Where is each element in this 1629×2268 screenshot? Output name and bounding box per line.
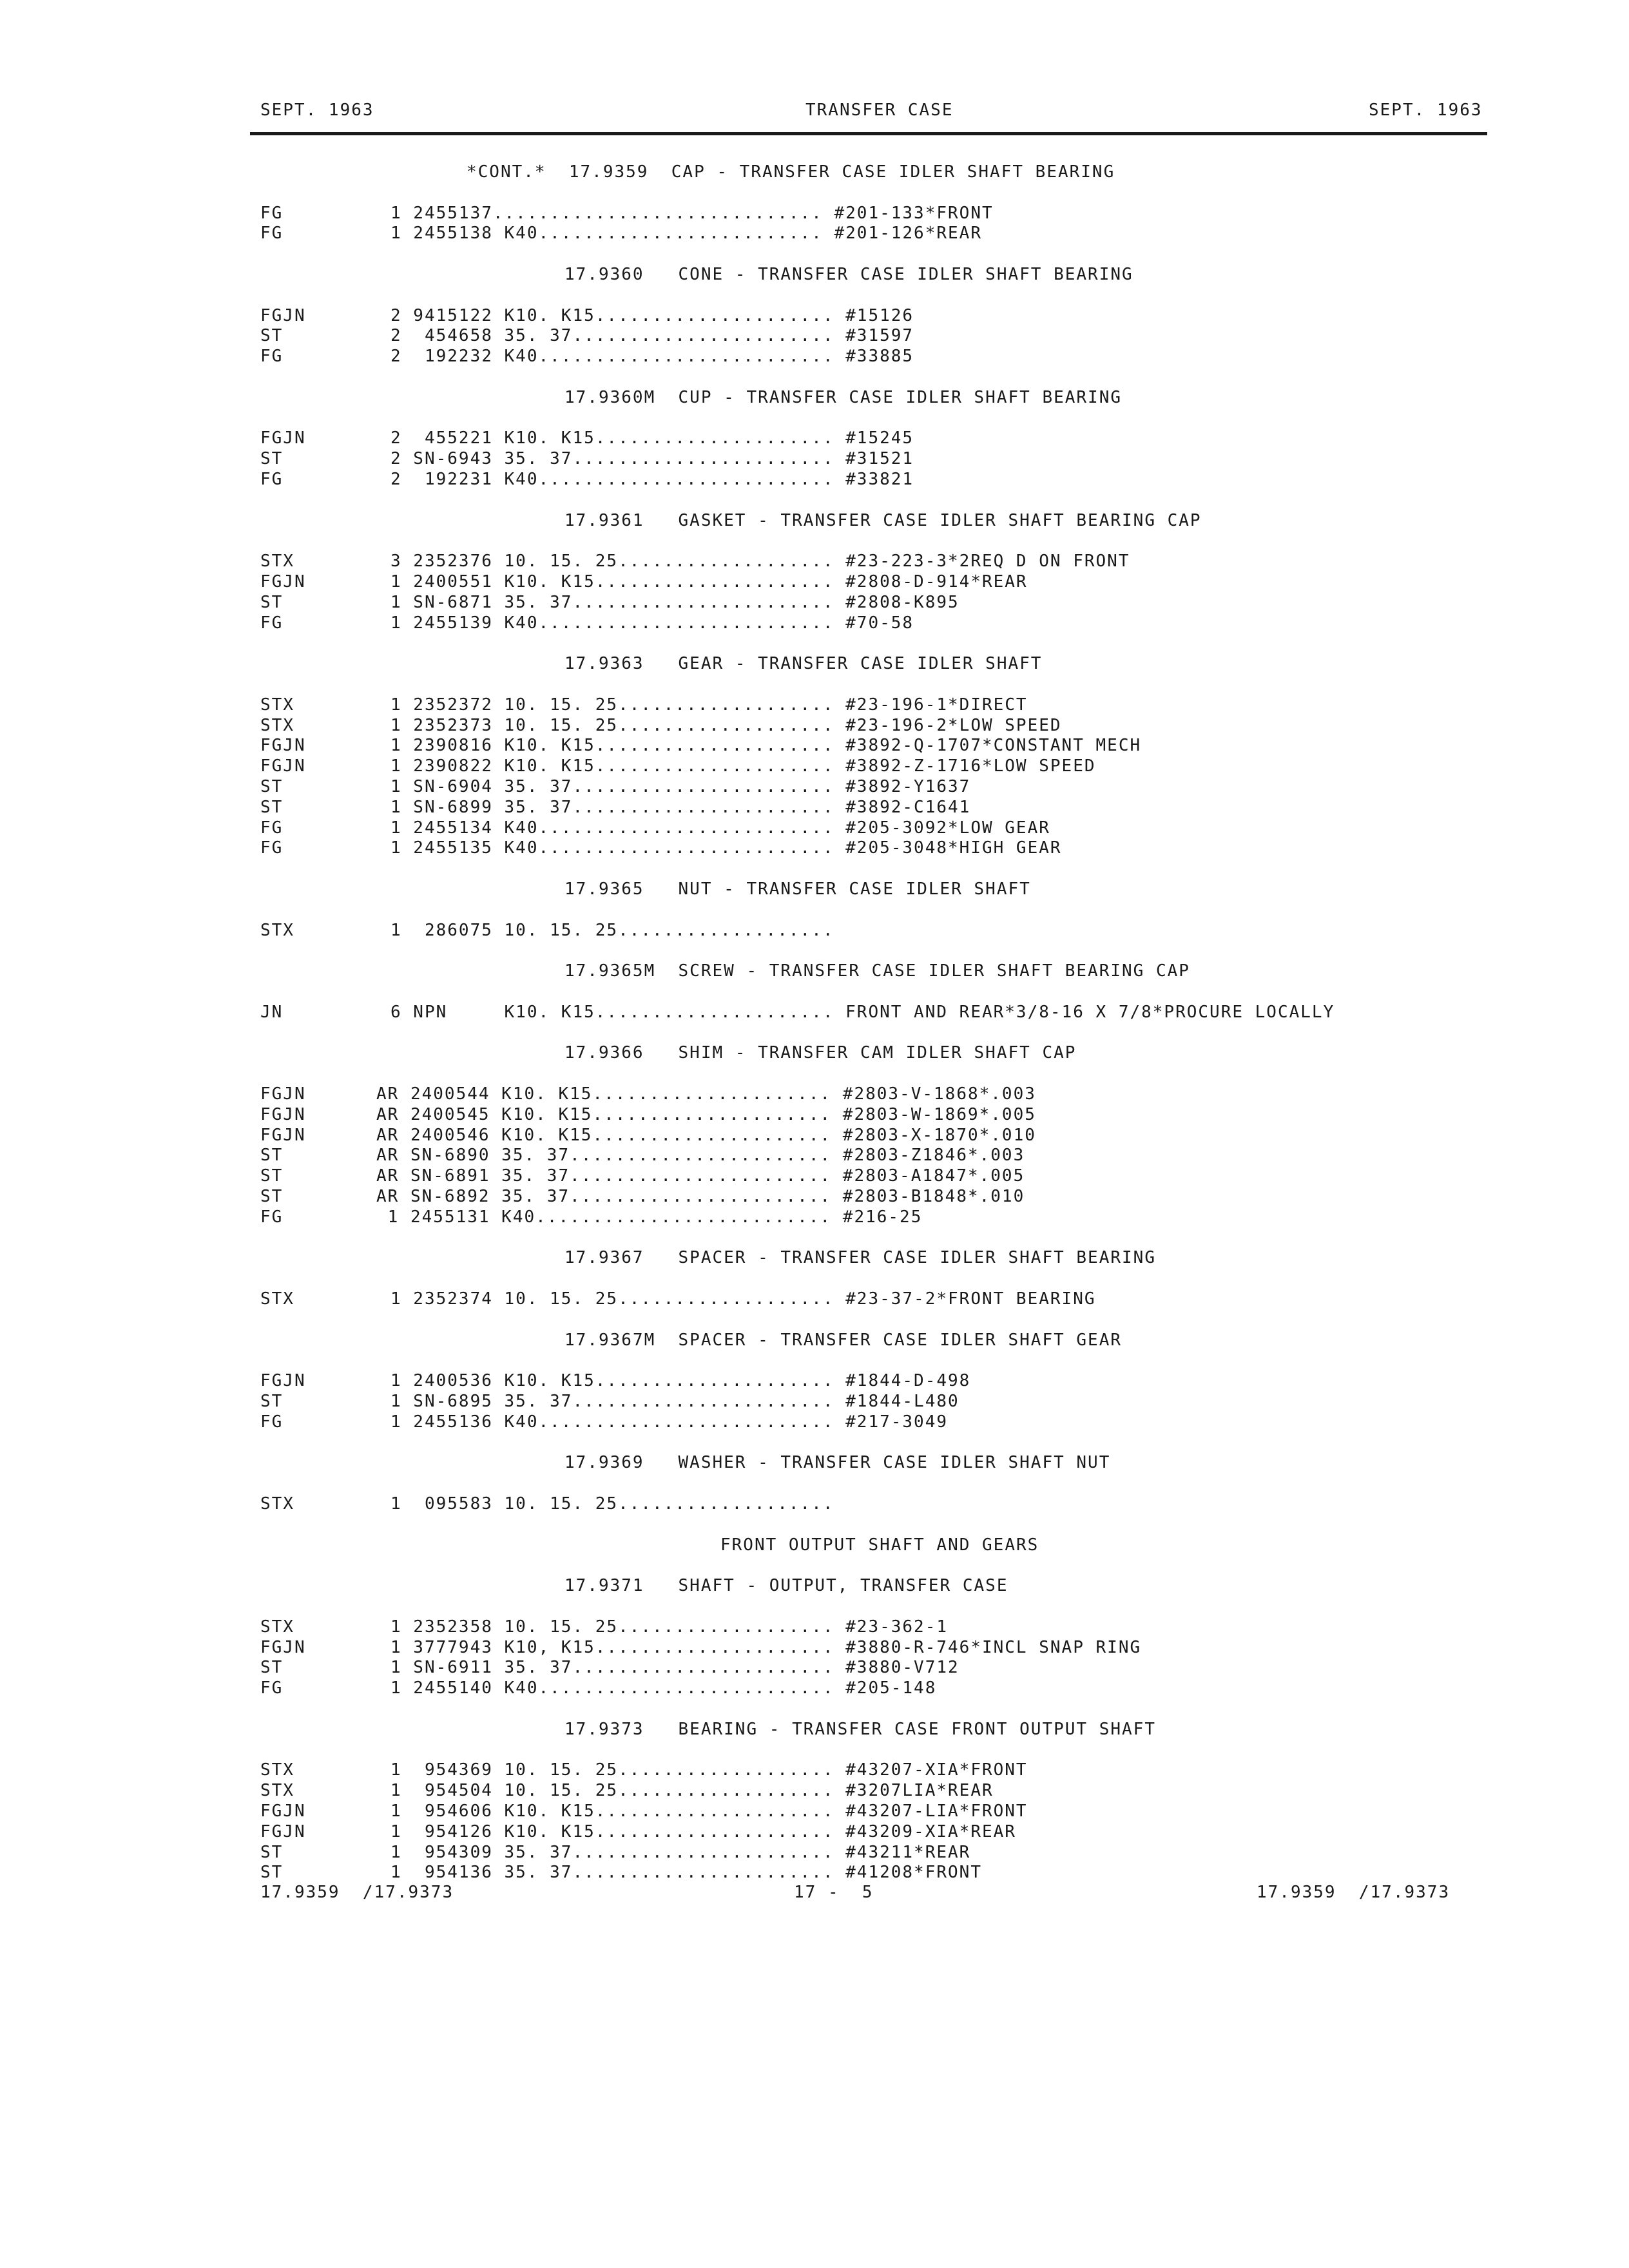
part-detail: 1 2455139 K40.......................... #70-58 [390, 613, 914, 633]
usage-code: ST [260, 449, 284, 468]
section-title-text: 17.9361 GASKET - TRANSFER CASE IDLER SHAFT BEARING CAP [564, 511, 1202, 530]
usage-code: FG [260, 1207, 284, 1227]
section-title [0, 388, 1629, 408]
section-title-text: 17.9365 NUT - TRANSFER CASE IDLER SHAFT [564, 879, 1031, 899]
part-row [0, 204, 1629, 224]
part-detail: 1 SN-6904 35. 37....................... #3892-Y1637 [390, 777, 971, 796]
usage-code: ST [260, 798, 284, 817]
part-detail: 1 2400551 K10. K15..................... #2808-D-914*REAR [390, 572, 1028, 591]
usage-code: ST [260, 1146, 284, 1165]
section-title-text: *CONT.* 17.9359 CAP - TRANSFER CASE IDLER SHAFT BEARING [467, 162, 1115, 182]
usage-code: ST [260, 777, 284, 796]
part-row [0, 921, 1629, 941]
part-row [0, 1146, 1629, 1166]
usage-code: STX [260, 716, 294, 735]
usage-code: ST [260, 1863, 284, 1882]
part-detail: 1 954369 10. 15. 25................... #43207-XIA*FRONT [390, 1760, 1028, 1780]
section-title-text: 17.9360M CUP - TRANSFER CASE IDLER SHAFT BEARING [564, 388, 1123, 407]
part-detail: 1 SN-6899 35. 37....................... #3892-C1641 [390, 798, 971, 817]
usage-code: ST [260, 1658, 284, 1677]
usage-code: FG [260, 224, 284, 243]
footer-range-left: 17.9359 /17.9373 [260, 1883, 454, 1902]
usage-code: FGJN [260, 736, 306, 755]
part-row [0, 1289, 1629, 1310]
part-detail: 1 286075 10. 15. 25................... [390, 921, 834, 940]
part-row [0, 1105, 1629, 1126]
part-detail: 2 9415122 K10. K15..................... #15126 [390, 306, 914, 325]
part-detail: AR SN-6892 35. 37....................... #2803-B1848*.010 [376, 1187, 1025, 1206]
part-detail: 1 954126 K10. K15..................... #43209-XIA*REAR [390, 1822, 1016, 1841]
usage-code: FGJN [260, 1371, 306, 1390]
part-row [0, 224, 1629, 244]
part-row [0, 1371, 1629, 1392]
part-detail: 1 2455131 K40.......................... #216-25 [376, 1207, 923, 1227]
section-title-text: 17.9373 BEARING - TRANSFER CASE FRONT OUTPUT SHAFT [564, 1720, 1156, 1739]
usage-code: JN [260, 1003, 284, 1022]
part-detail: AR 2400544 K10. K15..................... #2803-V-1868*.003 [376, 1084, 1036, 1104]
part-row [0, 1084, 1629, 1105]
part-detail: 1 2352374 10. 15. 25................... #23-37-2*FRONT BEARING [390, 1289, 1096, 1309]
usage-code: FGJN [260, 1802, 306, 1821]
part-row [0, 1760, 1629, 1781]
usage-code: FG [260, 613, 284, 633]
part-detail: 1 SN-6911 35. 37....................... #3880-V712 [390, 1658, 959, 1677]
part-detail: AR 2400546 K10. K15..................... #2803-X-1870*.010 [376, 1126, 1036, 1145]
usage-code: FG [260, 204, 284, 223]
section-title-text: 17.9369 WASHER - TRANSFER CASE IDLER SHAFT NUT [564, 1453, 1111, 1472]
part-detail: 1 2455137............................. #201-133*FRONT [390, 204, 994, 223]
section-title [0, 1453, 1629, 1474]
part-row [0, 326, 1629, 347]
part-detail: 1 954504 10. 15. 25................... #3207LIA*REAR [390, 1781, 994, 1800]
part-row [0, 1658, 1629, 1678]
section-title [0, 511, 1629, 532]
part-row [0, 818, 1629, 839]
usage-code: FG [260, 1412, 284, 1432]
section-title-text: 17.9360 CONE - TRANSFER CASE IDLER SHAFT BEARING [564, 265, 1133, 284]
section-title [0, 1720, 1629, 1740]
part-row [0, 428, 1629, 449]
usage-code: FGJN [260, 428, 306, 448]
part-row [0, 552, 1629, 572]
section-title [0, 1248, 1629, 1269]
section-title [0, 879, 1629, 900]
part-detail: 1 095583 10. 15. 25................... [390, 1494, 834, 1514]
part-detail: 1 2352373 10. 15. 25................... #23-196-2*LOW SPEED [390, 716, 1062, 735]
part-row [0, 838, 1629, 859]
part-detail: 1 2455140 K40.......................... #205-148 [390, 1678, 937, 1698]
usage-code: FGJN [260, 572, 306, 591]
section-title-text: 17.9367M SPACER - TRANSFER CASE IDLER SHAFT GEAR [564, 1331, 1123, 1350]
part-detail: 1 2352372 10. 15. 25................... #23-196-1*DIRECT [390, 695, 1028, 715]
footer-page-number: 17 - 5 [794, 1883, 874, 1902]
section-title [0, 1535, 1629, 1556]
usage-code: STX [260, 695, 294, 715]
part-detail: 1 2455136 K40.......................... #217-3049 [390, 1412, 949, 1432]
part-detail: 2 SN-6943 35. 37....................... #31521 [390, 449, 914, 468]
part-row [0, 1843, 1629, 1863]
part-detail: 3 2352376 10. 15. 25................... #23-223-3*2REQ D ON FRONT [390, 552, 1130, 571]
part-row [0, 1494, 1629, 1515]
part-detail: 1 SN-6871 35. 37....................... #2808-K895 [390, 593, 959, 612]
part-row [0, 736, 1629, 756]
section-title [0, 654, 1629, 675]
usage-code: ST [260, 593, 284, 612]
usage-code: ST [260, 1843, 284, 1862]
usage-code: ST [260, 1187, 284, 1206]
part-row [0, 1802, 1629, 1822]
part-row [0, 1207, 1629, 1228]
part-detail: 2 192232 K40.......................... #33885 [390, 347, 914, 366]
footer-range-right: 17.9359 /17.9373 [1257, 1883, 1451, 1902]
usage-code: ST [260, 1166, 284, 1186]
part-row [0, 1678, 1629, 1699]
part-detail: AR SN-6890 35. 37....................... #2803-Z1846*.003 [376, 1146, 1025, 1165]
part-detail: 1 954606 K10. K15..................... #43207-LIA*FRONT [390, 1802, 1028, 1821]
part-row [0, 306, 1629, 327]
usage-code: FG [260, 347, 284, 366]
part-row [0, 777, 1629, 798]
part-row [0, 593, 1629, 613]
part-detail: 1 SN-6895 35. 37....................... #1844-L480 [390, 1392, 959, 1411]
part-row [0, 1781, 1629, 1802]
section-title [0, 1331, 1629, 1351]
part-detail: 1 2390816 K10. K15..................... #3892-Q-1707*CONSTANT MECH [390, 736, 1142, 755]
usage-code: FGJN [260, 306, 306, 325]
section-title [0, 1576, 1629, 1597]
part-row [0, 1187, 1629, 1207]
part-row [0, 1822, 1629, 1843]
usage-code: STX [260, 1289, 294, 1309]
part-detail: 1 954136 35. 37....................... #41208*FRONT [390, 1863, 982, 1882]
part-detail: 2 454658 35. 37....................... #31597 [390, 326, 914, 345]
section-title [0, 1043, 1629, 1064]
part-row [0, 613, 1629, 634]
header-date-right: SEPT. 1963 [1369, 101, 1483, 120]
header-date-left: SEPT. 1963 [260, 101, 374, 120]
usage-code: STX [260, 552, 294, 571]
part-detail: 1 2400536 K10. K15..................... #1844-D-498 [390, 1371, 971, 1390]
part-row [0, 1392, 1629, 1412]
usage-code: FG [260, 818, 284, 838]
section-title-text: 17.9363 GEAR - TRANSFER CASE IDLER SHAFT [564, 654, 1043, 673]
part-row [0, 798, 1629, 818]
usage-code: FG [260, 838, 284, 858]
usage-code: ST [260, 326, 284, 345]
part-row [0, 1863, 1629, 1883]
usage-code: STX [260, 1617, 294, 1637]
part-row [0, 716, 1629, 736]
usage-code: FGJN [260, 1126, 306, 1145]
usage-code: FGJN [260, 1105, 306, 1124]
usage-code: FG [260, 470, 284, 489]
part-detail: 1 2390822 K10. K15..................... #3892-Z-1716*LOW SPEED [390, 756, 1096, 776]
part-row [0, 695, 1629, 716]
part-row [0, 1638, 1629, 1658]
header-title: TRANSFER CASE [805, 101, 954, 120]
part-row [0, 1126, 1629, 1146]
part-detail: 1 2455135 K40.......................... #205-3048*HIGH GEAR [390, 838, 1062, 858]
section-title-text: 17.9371 SHAFT - OUTPUT, TRANSFER CASE [564, 1576, 1008, 1595]
usage-code: STX [260, 1781, 294, 1800]
part-row [0, 572, 1629, 593]
part-detail: 1 3777943 K10, K15..................... #3880-R-746*INCL SNAP RING [390, 1638, 1142, 1657]
section-title-text: FRONT OUTPUT SHAFT AND GEARS [720, 1535, 1039, 1555]
section-title-text: 17.9366 SHIM - TRANSFER CAM IDLER SHAFT CAP [564, 1043, 1077, 1062]
part-detail: 1 2455134 K40.......................... #205-3092*LOW GEAR [390, 818, 1050, 838]
part-row [0, 1412, 1629, 1433]
usage-code: STX [260, 1760, 294, 1780]
part-row [0, 347, 1629, 367]
part-row [0, 1166, 1629, 1187]
section-title-text: 17.9365M SCREW - TRANSFER CASE IDLER SHAFT BEARING CAP [564, 961, 1190, 981]
part-row [0, 756, 1629, 777]
usage-code: FGJN [260, 1822, 306, 1841]
part-row [0, 449, 1629, 470]
part-detail: 6 NPN K10. K15..................... FRONT AND REAR*3/8-16 X 7/8*PROCURE LOCALLY [390, 1003, 1335, 1022]
part-detail: 1 2455138 K40......................... #201-126*REAR [390, 224, 982, 243]
part-detail: 1 954309 35. 37....................... #43211*REAR [390, 1843, 971, 1862]
section-title [0, 961, 1629, 982]
section-title [0, 162, 1629, 183]
part-detail: AR SN-6891 35. 37....................... #2803-A1847*.005 [376, 1166, 1025, 1186]
part-detail: 1 2352358 10. 15. 25................... #23-362-1 [390, 1617, 949, 1637]
part-row [0, 470, 1629, 490]
usage-code: FGJN [260, 1084, 306, 1104]
section-title-text: 17.9367 SPACER - TRANSFER CASE IDLER SHAFT BEARING [564, 1248, 1156, 1267]
usage-code: STX [260, 921, 294, 940]
part-detail: AR 2400545 K10. K15..................... #2803-W-1869*.005 [376, 1105, 1036, 1124]
part-detail: 2 455221 K10. K15..................... #15245 [390, 428, 914, 448]
usage-code: FG [260, 1678, 284, 1698]
usage-code: FGJN [260, 1638, 306, 1657]
usage-code: ST [260, 1392, 284, 1411]
part-row [0, 1617, 1629, 1638]
usage-code: FGJN [260, 756, 306, 776]
part-detail: 2 192231 K40.......................... #33821 [390, 470, 914, 489]
part-row [0, 1003, 1629, 1023]
section-title [0, 265, 1629, 285]
usage-code: STX [260, 1494, 294, 1514]
